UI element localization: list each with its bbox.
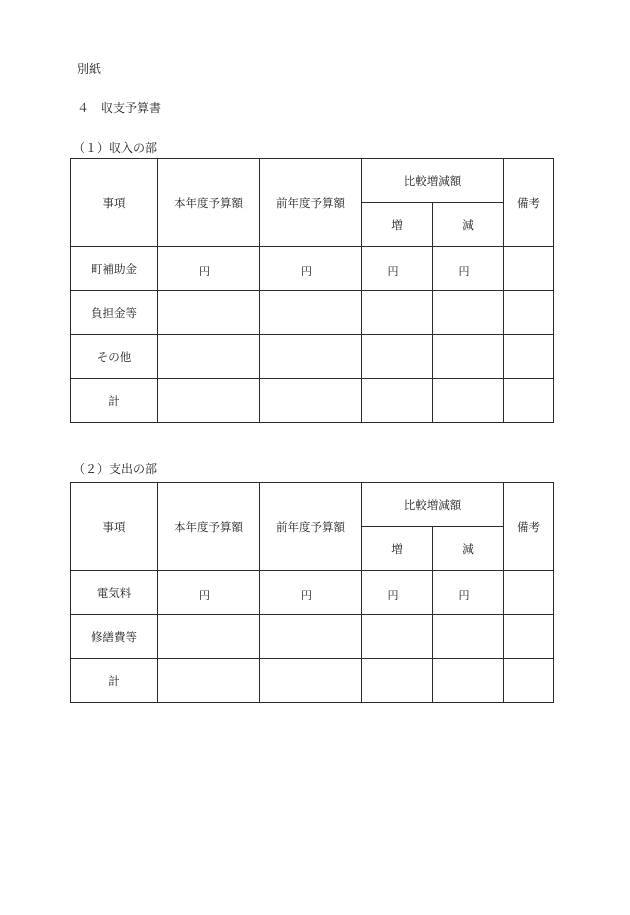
header-previous-budget: 前年度予算額 <box>260 483 362 571</box>
yen-unit: 円 <box>301 265 312 278</box>
income-section-heading: （１）収入の部 <box>73 141 158 155</box>
increase-cell <box>362 571 433 615</box>
table-row <box>71 615 554 659</box>
current-budget-cell <box>158 247 260 291</box>
row-item-label: 修繕費等 <box>71 615 158 659</box>
yen-unit: 円 <box>199 589 210 602</box>
header-comparison: 比較増減額 <box>362 159 504 203</box>
current-budget-cell <box>158 335 260 379</box>
table-row <box>71 335 554 379</box>
decrease-cell <box>433 659 504 703</box>
previous-budget-cell <box>260 571 362 615</box>
previous-budget-cell <box>260 291 362 335</box>
decrease-cell <box>433 615 504 659</box>
row-item-label: 町補助金 <box>71 247 158 291</box>
header-decrease: 減 <box>433 527 504 571</box>
current-budget-cell <box>158 659 260 703</box>
previous-budget-cell <box>260 247 362 291</box>
row-item-label: 計 <box>71 379 158 423</box>
table-row <box>71 291 554 335</box>
remarks-cell <box>504 379 554 423</box>
header-decrease: 減 <box>433 203 504 247</box>
decrease-cell <box>433 379 504 423</box>
remarks-cell <box>504 571 554 615</box>
increase-cell <box>362 247 433 291</box>
header-remarks: 備考 <box>504 483 554 571</box>
remarks-cell <box>504 659 554 703</box>
header-increase: 増 <box>362 203 433 247</box>
remarks-cell <box>504 291 554 335</box>
remarks-cell <box>504 335 554 379</box>
remarks-cell <box>504 247 554 291</box>
table-row <box>71 247 554 291</box>
increase-cell <box>362 335 433 379</box>
table-header-row <box>71 159 554 203</box>
decrease-cell <box>433 571 504 615</box>
header-current-budget: 本年度予算額 <box>158 483 260 571</box>
expense-section-heading: （２）支出の部 <box>73 462 158 476</box>
yen-unit: 円 <box>199 265 210 278</box>
decrease-cell <box>433 247 504 291</box>
header-item: 事項 <box>71 159 158 247</box>
current-budget-cell <box>158 291 260 335</box>
header-increase: 増 <box>362 527 433 571</box>
increase-cell <box>362 379 433 423</box>
table-total-row <box>71 659 554 703</box>
current-budget-cell <box>158 615 260 659</box>
header-remarks: 備考 <box>504 159 554 247</box>
previous-budget-cell <box>260 615 362 659</box>
yen-unit: 円 <box>458 589 470 602</box>
yen-unit: 円 <box>387 589 399 602</box>
row-item-label: その他 <box>71 335 158 379</box>
previous-budget-cell <box>260 379 362 423</box>
yen-unit: 円 <box>458 265 470 278</box>
header-previous-budget: 前年度予算額 <box>260 159 362 247</box>
remarks-cell <box>504 615 554 659</box>
current-budget-cell <box>158 379 260 423</box>
previous-budget-cell <box>260 335 362 379</box>
increase-cell <box>362 659 433 703</box>
current-budget-cell <box>158 571 260 615</box>
row-item-label: 電気料 <box>71 571 158 615</box>
row-item-label: 計 <box>71 659 158 703</box>
header-comparison: 比較増減額 <box>362 483 504 527</box>
row-item-label: 負担金等 <box>71 291 158 335</box>
header-current-budget: 本年度予算額 <box>158 159 260 247</box>
table-row <box>71 571 554 615</box>
previous-budget-cell <box>260 659 362 703</box>
attachment-label: 別紙 <box>77 62 102 76</box>
income-budget-table <box>70 158 554 423</box>
decrease-cell <box>433 335 504 379</box>
yen-unit: 円 <box>387 265 399 278</box>
increase-cell <box>362 615 433 659</box>
increase-cell <box>362 291 433 335</box>
table-header-row <box>71 483 554 527</box>
header-item: 事項 <box>71 483 158 571</box>
decrease-cell <box>433 291 504 335</box>
expense-budget-table <box>70 482 554 703</box>
yen-unit: 円 <box>301 589 312 602</box>
table-total-row <box>71 379 554 423</box>
document-title: ４ 収支予算書 <box>77 101 162 115</box>
